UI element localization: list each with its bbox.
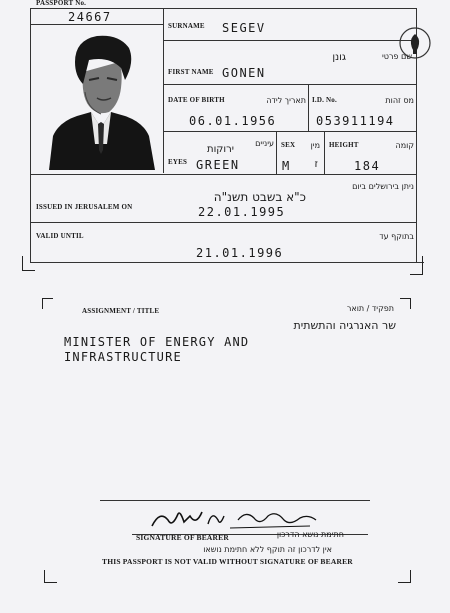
surname-value: SEGEV <box>222 21 266 35</box>
eyes-sex-divider <box>276 131 277 175</box>
corner-mark <box>400 298 411 309</box>
surname-row-line <box>164 40 416 41</box>
dob-heb-label: תאריך לידה <box>266 96 306 105</box>
issued-heb-date: כ"א בשבט תשנ"ה <box>213 190 306 204</box>
signature-top-line <box>100 500 370 501</box>
corner-mark <box>398 570 411 583</box>
card-bottom-border <box>30 262 424 263</box>
assignment-line-1: MINISTER OF ENERGY AND <box>64 335 250 349</box>
official-stamp <box>398 26 432 60</box>
height-heb-label: קומה <box>395 141 414 150</box>
first-name-heb-value: גונן <box>332 52 346 63</box>
signature-warning-heb: אין לדרכון זה תוקף ללא חתימת נושאו <box>203 545 332 554</box>
valid-until-label: VALID UNTIL <box>36 232 84 240</box>
first-name-heb-label: שם פרטי <box>381 52 412 61</box>
assignment-heb-value: שר האנרגיה והתשתית <box>293 319 396 332</box>
sex-value: M <box>282 159 291 173</box>
sex-height-divider <box>324 131 325 175</box>
firstname-row-line <box>164 84 416 85</box>
eyes-label: EYES <box>168 158 188 166</box>
corner-mark <box>42 298 53 309</box>
eyes-heb-label: עיניים <box>255 139 274 148</box>
valid-until-value: 21.01.1996 <box>196 246 284 260</box>
first-name-value: GONEN <box>222 66 266 80</box>
card-top-border <box>30 8 416 9</box>
issued-label: ISSUED IN JERUSALEM ON <box>36 203 133 211</box>
dob-label: DATE OF BIRTH <box>168 96 225 104</box>
corner-mark <box>410 256 423 275</box>
sex-label: SEX <box>281 141 296 149</box>
passport-no-underline <box>30 24 164 25</box>
height-label: HEIGHT <box>329 141 359 149</box>
assignment-line-2: INFRASTRUCTURE <box>64 350 182 364</box>
height-value: 184 <box>354 159 381 173</box>
valid-row-line <box>30 222 416 223</box>
id-no-heb-label: מס זהות <box>385 96 414 105</box>
bearer-photo <box>45 32 157 170</box>
photo-divider <box>163 8 164 173</box>
signature-warning: THIS PASSPORT IS NOT VALID WITHOUT SIGNATURE OF BEARER <box>102 557 353 566</box>
id-no-label: I.D. No. <box>312 96 337 104</box>
eyes-value: GREEN <box>196 158 240 172</box>
surname-label: SURNAME <box>168 22 205 30</box>
issued-row-line <box>30 174 416 175</box>
sex-heb-value: ז <box>314 159 318 170</box>
dob-id-divider <box>308 84 309 131</box>
dob-row-line <box>164 131 416 132</box>
passport-no-value: 24667 <box>68 10 112 24</box>
signature-label: SIGNATURE OF BEARER <box>136 533 229 542</box>
corner-mark <box>44 570 57 583</box>
issued-date-value: 22.01.1995 <box>198 205 286 219</box>
issued-heb-label: ניתן בירושלים ביום <box>352 182 414 191</box>
sex-heb-label: מין <box>310 141 320 150</box>
signature-heb-label: חתימת נושא הדרכון <box>276 530 344 539</box>
assignment-heb-label: תפקיד / תואר <box>346 304 394 313</box>
valid-until-heb-label: בתוקף עד <box>379 232 414 241</box>
eyes-heb-value: ירוקות <box>207 144 234 155</box>
corner-mark <box>22 256 35 271</box>
card-left-border <box>30 8 31 263</box>
id-no-value: 053911194 <box>316 114 395 128</box>
first-name-label: FIRST NAME <box>168 68 214 76</box>
dob-value: 06.01.1956 <box>189 114 277 128</box>
assignment-label: ASSIGNMENT / TITLE <box>82 307 160 315</box>
passport-no-label: PASSPORT No. <box>36 0 87 7</box>
